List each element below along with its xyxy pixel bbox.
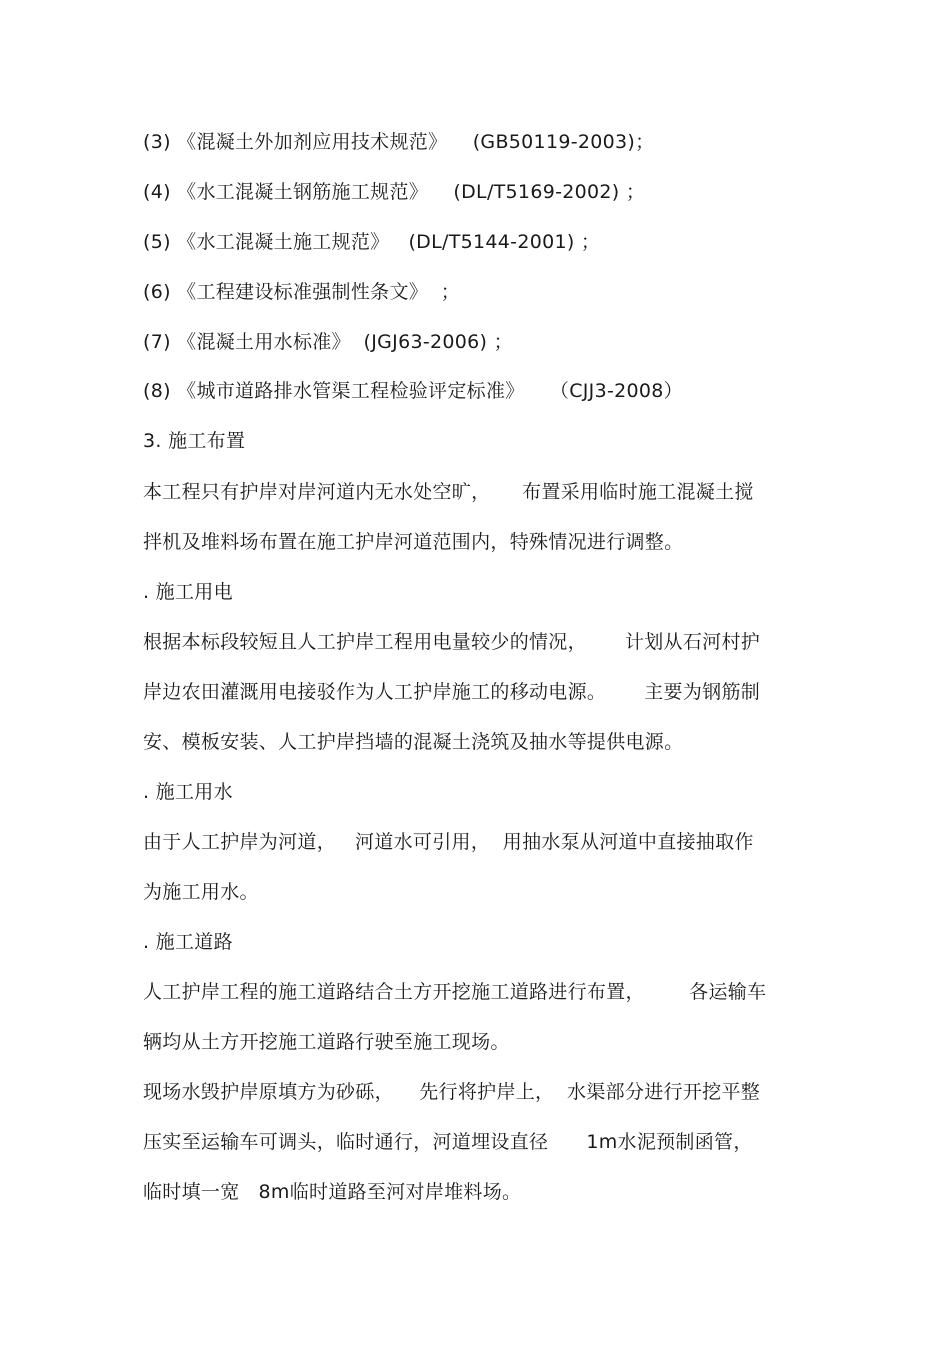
paragraph-line: 辆均从土方开挖施工道路行驶至施工现场。 xyxy=(143,1031,510,1053)
paragraph-line: 压实至运输车可调头，临时通行，河道埋设直径 1m水泥预制函管， xyxy=(143,1131,753,1153)
paragraph-line: 岸边农田灌溉用电接驳作为人工护岸施工的移动电源。 主要为钢筋制 xyxy=(143,681,761,703)
section-heading-layout: 3. 施工布置 xyxy=(143,430,246,452)
paragraph-line: 拌机及堆料场布置在施工护岸河道范围内，特殊情况进行调整。 xyxy=(143,531,684,553)
paragraph-line: 人工护岸工程的施工道路结合土方开挖施工道路进行布置， 各运输车 xyxy=(143,981,767,1003)
paragraph-line: 为施工用水。 xyxy=(143,881,259,903)
subheading-power: . 施工用电 xyxy=(143,581,233,603)
paragraph-line: 临时填一宽 8m临时道路至河对岸堆料场。 xyxy=(143,1181,522,1203)
paragraph-line: 现场水毁护岸原填方为砂砾， 先行将护岸上， 水渠部分进行开挖平整 xyxy=(143,1081,761,1103)
reference-item-3: (3) 《混凝土外加剂应用技术规范》 (GB50119-2003)； xyxy=(143,131,655,153)
reference-item-4: (4) 《水工混凝土钢筋施工规范》 (DL/T5169-2002) ； xyxy=(143,181,646,203)
paragraph-line: 安、模板安装、人工护岸挡墙的混凝土浇筑及抽水等提供电源。 xyxy=(143,731,684,753)
paragraph-line: 由于人工护岸为河道， 河道水可引用， 用抽水泵从河道中直接抽取作 xyxy=(143,831,754,853)
subheading-road: . 施工道路 xyxy=(143,931,233,953)
paragraph-line: 本工程只有护岸对岸河道内无水处空旷， 布置采用临时施工混凝土搅 xyxy=(143,481,754,503)
reference-item-8: (8) 《城市道路排水管渠工程检验评定标准》 （CJJ3-2008） xyxy=(143,380,683,402)
paragraph-line: 根据本标段较短且人工护岸工程用电量较少的情况， 计划从石河村护 xyxy=(143,631,761,653)
subheading-water: . 施工用水 xyxy=(143,781,233,803)
reference-item-7: (7) 《混凝土用水标准》 (JGJ63-2006) ； xyxy=(143,331,513,353)
reference-item-5: (5) 《水工混凝土施工规范》 (DL/T5144-2001) ； xyxy=(143,231,601,253)
reference-item-6: (6) 《工程建设标准强制性条文》 ； xyxy=(143,281,461,303)
